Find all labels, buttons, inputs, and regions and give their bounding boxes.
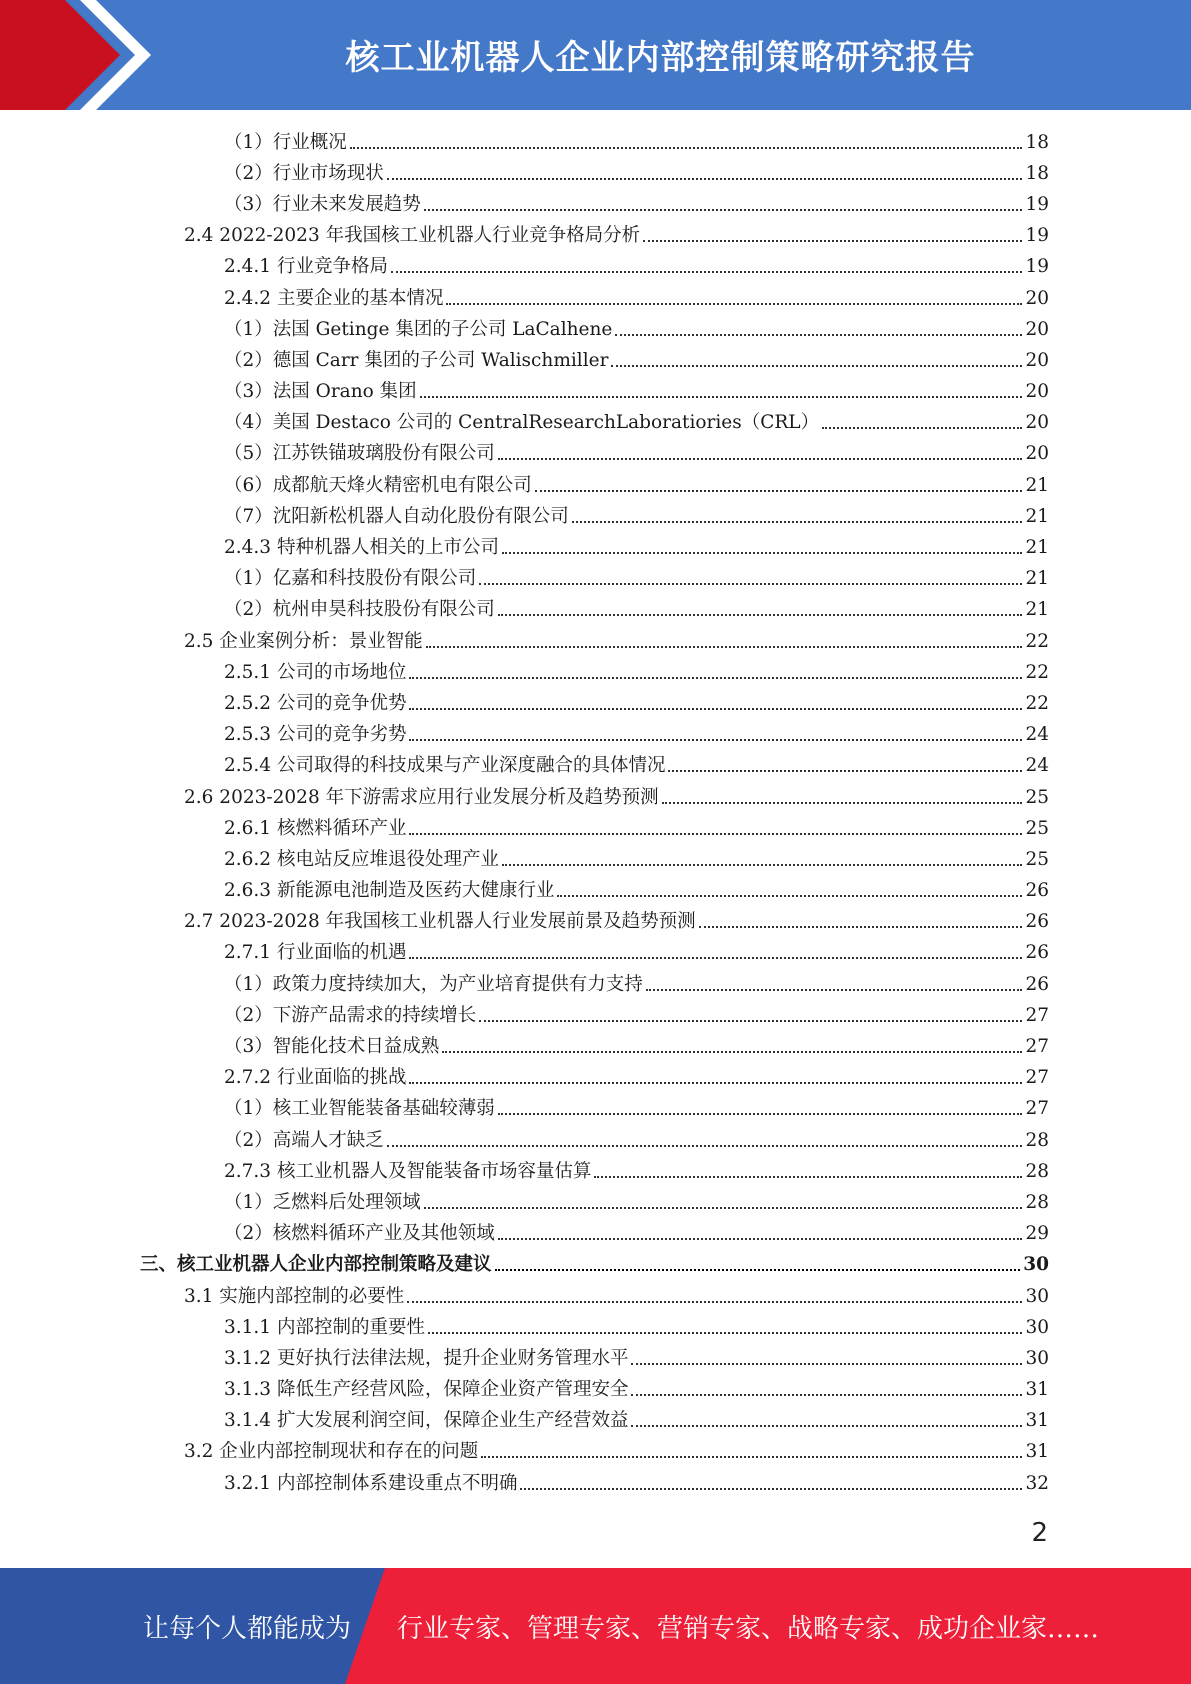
dot-leader (520, 1488, 1022, 1490)
toc-entry-title: （2）核燃料循环产业及其他领域 (224, 1223, 495, 1245)
dot-leader (594, 1176, 1022, 1178)
toc-entry-title: （3）法国 Orano 集团 (224, 381, 417, 403)
toc-entry-title: 2.4.3 特种机器人相关的上市公司 (224, 537, 499, 559)
toc-entry[interactable] (0, 1219, 1191, 1250)
toc-entry[interactable] (0, 1250, 1191, 1281)
dot-leader (498, 458, 1023, 460)
toc-entry-title: 2.6 2023-2028 年下游需求应用行业发展分析及趋势预测 (184, 786, 659, 808)
toc-entry-title: （3）智能化技术日益成熟 (224, 1036, 440, 1058)
toc-entry[interactable] (0, 938, 1191, 969)
footer-slogan-left: 让每个人都能成为 (143, 1613, 352, 1644)
toc-entry[interactable] (0, 657, 1191, 688)
toc-entry-page: 26 (1025, 942, 1049, 964)
table-of-contents (0, 127, 1191, 1499)
dot-leader (409, 1082, 1022, 1084)
toc-entry[interactable] (0, 1468, 1191, 1499)
toc-entry-page: 27 (1025, 1036, 1049, 1058)
toc-entry-title: （2）杭州申昊科技股份有限公司 (224, 599, 495, 621)
toc-entry[interactable] (0, 626, 1191, 657)
toc-entry-page: 30 (1025, 1285, 1049, 1307)
dot-leader (424, 1207, 1023, 1209)
dot-leader (409, 739, 1022, 741)
toc-entry-page: 29 (1025, 1223, 1049, 1245)
dot-leader (822, 427, 1022, 429)
toc-entry[interactable] (0, 377, 1191, 408)
toc-entry-title: 2.4.2 主要企业的基本情况 (224, 287, 444, 309)
toc-entry-title: 2.7.1 行业面临的机遇 (224, 942, 407, 964)
toc-entry-title: 2.5.3 公司的竞争劣势 (224, 724, 407, 746)
dot-leader (428, 1332, 1022, 1334)
dot-leader (495, 1269, 1021, 1271)
dot-leader (611, 365, 1022, 367)
toc-entry-page: 21 (1025, 505, 1049, 527)
toc-entry[interactable] (0, 751, 1191, 782)
toc-entry-page: 22 (1025, 692, 1049, 714)
toc-entry-title: 3.1.4 扩大发展利润空间，保障企业生产经营效益 (224, 1410, 629, 1432)
toc-entry[interactable] (0, 813, 1191, 844)
toc-entry-page: 28 (1025, 1129, 1049, 1151)
toc-entry[interactable] (0, 189, 1191, 220)
dot-leader (699, 926, 1023, 928)
toc-entry-title: 2.7 2023-2028 年我国核工业机器人行业发展前景及趋势预测 (184, 911, 696, 933)
dot-leader (631, 1425, 1022, 1427)
toc-entry-title: （1）核工业智能装备基础较薄弱 (224, 1098, 495, 1120)
dot-leader (407, 1301, 1022, 1303)
toc-entry-title: 2.6.3 新能源电池制造及医药大健康行业 (224, 880, 555, 902)
dot-leader (409, 833, 1022, 835)
toc-entry-title: 三、核工业机器人企业内部控制策略及建议 (140, 1254, 492, 1276)
toc-entry-page: 18 (1025, 131, 1049, 153)
dot-leader (409, 957, 1022, 959)
dot-leader (479, 583, 1022, 585)
toc-entry-title: 3.1.3 降低生产经营风险，保障企业资产管理安全 (224, 1379, 629, 1401)
dot-leader (387, 1145, 1023, 1147)
dot-leader (631, 1394, 1022, 1396)
toc-entry-page: 26 (1025, 973, 1049, 995)
dot-leader (631, 1363, 1022, 1365)
dot-leader (350, 147, 1023, 149)
toc-entry-page: 30 (1025, 1316, 1049, 1338)
dot-leader (479, 1020, 1022, 1022)
toc-entry-page: 25 (1025, 848, 1049, 870)
toc-entry-page: 22 (1025, 630, 1049, 652)
dot-leader (387, 178, 1023, 180)
page-footer (0, 1568, 1191, 1684)
toc-entry[interactable] (0, 1312, 1191, 1343)
toc-entry-page: 22 (1025, 661, 1049, 683)
dot-leader (442, 1051, 1022, 1053)
dot-leader (615, 334, 1022, 336)
page-header (0, 0, 1191, 110)
toc-entry[interactable] (0, 314, 1191, 345)
dot-leader (643, 240, 1022, 242)
toc-entry[interactable] (0, 1343, 1191, 1374)
toc-entry-title: （7）沈阳新松机器人自动化股份有限公司 (224, 505, 569, 527)
toc-entry[interactable] (0, 1187, 1191, 1218)
toc-entry-title: （6）成都航天烽火精密机电有限公司 (224, 474, 532, 496)
toc-entry[interactable] (0, 844, 1191, 875)
toc-entry[interactable] (0, 252, 1191, 283)
toc-entry-title: 3.1.2 更好执行法律法规，提升企业财务管理水平 (224, 1347, 629, 1369)
toc-entry-page: 28 (1025, 1160, 1049, 1182)
dot-leader (409, 708, 1022, 710)
toc-entry-title: 3.2.1 内部控制体系建设重点不明确 (224, 1472, 518, 1494)
toc-entry-page: 20 (1025, 318, 1049, 340)
toc-entry-page: 31 (1025, 1379, 1049, 1401)
dot-leader (535, 490, 1023, 492)
dot-leader (662, 802, 1023, 804)
toc-entry[interactable] (0, 1000, 1191, 1031)
toc-entry-title: 2.4.1 行业竞争格局 (224, 256, 388, 278)
toc-entry[interactable] (0, 501, 1191, 532)
toc-entry-page: 31 (1025, 1410, 1049, 1432)
toc-entry[interactable] (0, 782, 1191, 813)
report-title: 核工业机器人企业内部控制策略研究报告 (345, 38, 976, 78)
toc-entry-page: 20 (1025, 443, 1049, 465)
toc-entry-page: 21 (1025, 474, 1049, 496)
footer-slogan-right: 行业专家、管理专家、营销专家、战略专家、成功企业家…… (397, 1613, 1100, 1644)
toc-entry[interactable] (0, 595, 1191, 626)
toc-entry-title: 2.5.2 公司的竞争优势 (224, 692, 407, 714)
dot-leader (572, 521, 1023, 523)
toc-entry[interactable] (0, 688, 1191, 719)
toc-entry[interactable] (0, 470, 1191, 501)
dot-leader (668, 770, 1022, 772)
toc-entry-page: 30 (1025, 1347, 1049, 1369)
toc-entry-page: 20 (1025, 287, 1049, 309)
toc-entry[interactable] (0, 127, 1191, 158)
toc-entry-page: 19 (1025, 193, 1049, 215)
toc-entry-title: 2.7.3 核工业机器人及智能装备市场容量估算 (224, 1160, 592, 1182)
toc-entry-page: 25 (1025, 817, 1049, 839)
toc-entry-title: （5）江苏铁锚玻璃股份有限公司 (224, 443, 495, 465)
toc-entry-page: 21 (1025, 537, 1049, 559)
toc-entry-page: 30 (1023, 1254, 1049, 1276)
toc-entry-page: 27 (1025, 1098, 1049, 1120)
toc-entry-page: 25 (1025, 786, 1049, 808)
toc-entry-page: 20 (1025, 381, 1049, 403)
toc-entry-title: （2）下游产品需求的持续增长 (224, 1004, 477, 1026)
toc-entry-title: 2.6.2 核电站反应堆退役处理产业 (224, 848, 499, 870)
toc-entry[interactable] (0, 1031, 1191, 1062)
toc-entry[interactable] (0, 564, 1191, 595)
toc-entry-title: 2.5.1 公司的市场地位 (224, 661, 407, 683)
dot-leader (409, 677, 1022, 679)
toc-entry-title: 3.1.1 内部控制的重要性 (224, 1316, 425, 1338)
toc-entry-title: （1）行业概况 (224, 131, 347, 153)
toc-entry-title: （2）德国 Carr 集团的子公司 Walischmiller (224, 349, 609, 371)
dot-leader (424, 209, 1023, 211)
toc-entry-page: 32 (1025, 1472, 1049, 1494)
toc-entry-title: 3.1 实施内部控制的必要性 (184, 1285, 405, 1307)
dot-leader (420, 396, 1023, 398)
toc-entry-title: （2）高端人才缺乏 (224, 1129, 384, 1151)
dot-leader (498, 1238, 1023, 1240)
toc-entry-page: 24 (1025, 724, 1049, 746)
toc-entry-page: 20 (1025, 349, 1049, 371)
toc-entry[interactable] (0, 1125, 1191, 1156)
dot-leader (498, 614, 1023, 616)
toc-entry-title: （1）乏燃料后处理领域 (224, 1191, 421, 1213)
toc-entry[interactable] (0, 439, 1191, 470)
toc-entry[interactable] (0, 1281, 1191, 1312)
dot-leader (498, 1113, 1023, 1115)
toc-entry[interactable] (0, 532, 1191, 563)
toc-entry[interactable] (0, 1437, 1191, 1468)
toc-entry-page: 26 (1025, 880, 1049, 902)
toc-entry-title: 2.4 2022-2023 年我国核工业机器人行业竞争格局分析 (184, 225, 641, 247)
toc-entry-title: 3.2 企业内部控制现状和存在的问题 (184, 1441, 479, 1463)
dot-leader (502, 864, 1022, 866)
toc-entry-page: 19 (1025, 225, 1049, 247)
toc-entry-title: （2）行业市场现状 (224, 162, 384, 184)
toc-entry-page: 19 (1025, 256, 1049, 278)
toc-entry[interactable] (0, 408, 1191, 439)
chevron-arrow-icon (0, 0, 160, 110)
toc-entry[interactable] (0, 907, 1191, 938)
toc-entry[interactable] (0, 1406, 1191, 1437)
toc-entry[interactable] (0, 720, 1191, 751)
toc-entry[interactable] (0, 158, 1191, 189)
toc-entry-page: 24 (1025, 755, 1049, 777)
toc-entry-title: 2.6.1 核燃料循环产业 (224, 817, 407, 839)
toc-entry-title: （1）政策力度持续加大，为产业培育提供有力支持 (224, 973, 643, 995)
toc-entry-page: 21 (1025, 568, 1049, 590)
toc-entry-page: 28 (1025, 1191, 1049, 1213)
toc-entry-page: 27 (1025, 1067, 1049, 1089)
dot-leader (426, 646, 1023, 648)
dot-leader (391, 271, 1022, 273)
toc-entry-title: 2.7.2 行业面临的挑战 (224, 1067, 407, 1089)
toc-entry[interactable] (0, 1094, 1191, 1125)
page-number: 2 (1031, 1518, 1048, 1548)
toc-entry[interactable] (0, 969, 1191, 1000)
toc-entry-title: 2.5.4 公司取得的科技成果与产业深度融合的具体情况 (224, 755, 666, 777)
toc-entry-page: 18 (1025, 162, 1049, 184)
toc-entry[interactable] (0, 283, 1191, 314)
toc-entry-title: （3）行业未来发展趋势 (224, 193, 421, 215)
toc-entry-page: 31 (1025, 1441, 1049, 1463)
dot-leader (646, 989, 1023, 991)
toc-entry-title: （1）亿嘉和科技股份有限公司 (224, 568, 477, 590)
toc-entry-page: 27 (1025, 1004, 1049, 1026)
toc-entry-title: 2.5 企业案例分析：景业智能 (184, 630, 423, 652)
toc-entry[interactable] (0, 221, 1191, 252)
toc-entry-page: 21 (1025, 599, 1049, 621)
toc-entry[interactable] (0, 1375, 1191, 1406)
toc-entry-title: （1）法国 Getinge 集团的子公司 LaCalhene (224, 318, 613, 340)
dot-leader (557, 895, 1022, 897)
dot-leader (446, 303, 1022, 305)
dot-leader (481, 1456, 1022, 1458)
toc-entry[interactable] (0, 876, 1191, 907)
toc-entry[interactable] (0, 345, 1191, 376)
toc-entry[interactable] (0, 1063, 1191, 1094)
toc-entry[interactable] (0, 1156, 1191, 1187)
dot-leader (502, 552, 1022, 554)
toc-entry-page: 26 (1025, 911, 1049, 933)
toc-entry-page: 20 (1025, 412, 1049, 434)
toc-entry-title: （4）美国 Destaco 公司的 CentralResearchLaboratiories（CRL） (224, 412, 820, 434)
